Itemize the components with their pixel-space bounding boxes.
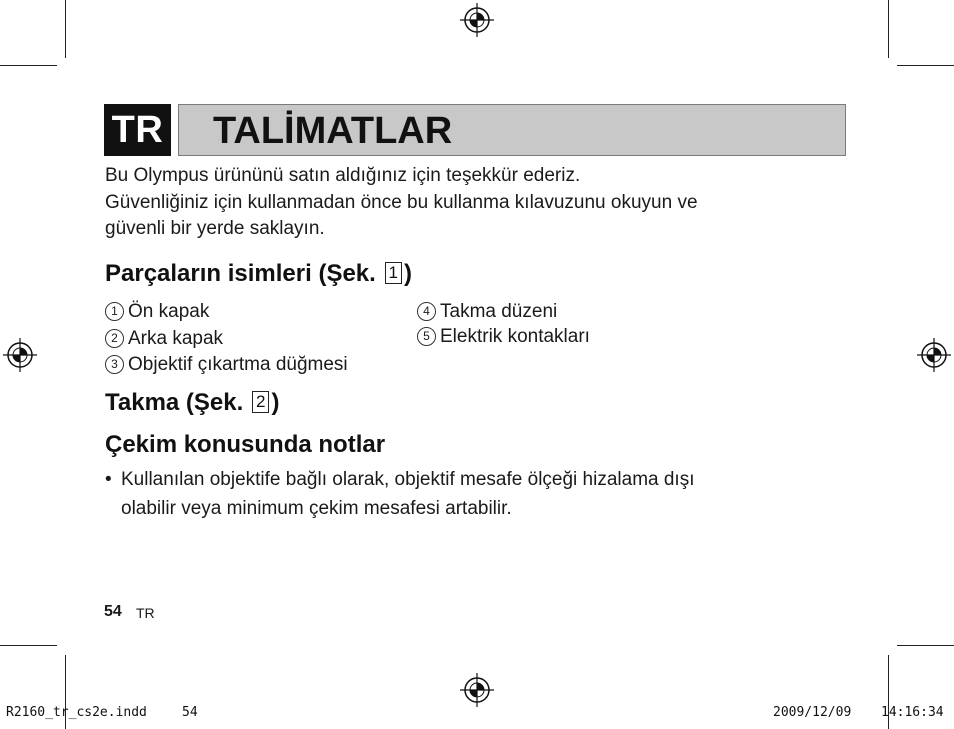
part-label: Arka kapak [128,328,224,349]
slug-filename: R2160_tr_cs2e.indd [6,705,147,720]
crop-mark-bottom-right-horizontal [897,645,954,646]
part-item [417,299,557,325]
part-item [105,352,348,378]
crop-mark-top-left-vertical [65,0,66,58]
crop-mark-bottom-left-horizontal [0,645,57,646]
slug-time: 14:16:34 [881,705,944,720]
note-line-2: olabilir veya minimum çekim mesafesi artabilir. [121,498,512,519]
part-item [105,326,223,352]
registration-mark-icon [460,673,494,707]
title-bar [178,104,846,156]
part-item [105,299,209,325]
part-label: Objektif çıkartma düğmesi [128,354,348,375]
intro-line-1: Bu Olympus ürününü satın aldığınız için teşekkür ederiz. [105,165,581,186]
parts-heading-close: ) [403,260,412,287]
mount-heading-close: ) [271,389,280,416]
page-number: 54 [104,603,122,620]
language-badge: TR [104,104,171,156]
item-number-badge: 4 [417,302,436,321]
item-number-badge: 5 [417,327,436,346]
item-number-badge: 3 [105,355,124,374]
mount-heading [105,388,279,418]
notes-heading: Çekim konusunda notlar [105,431,386,458]
bullet-icon: • [105,469,112,490]
crop-mark-top-right-vertical [888,0,889,58]
part-item [417,324,590,350]
slug-page: 54 [182,705,198,720]
parts-heading [105,259,412,289]
registration-mark-icon [3,338,37,372]
figure-number-box: 2 [252,391,269,413]
part-label: Takma düzeni [440,301,558,322]
page-title: TALİMATLAR [213,110,453,152]
note-bullet-item [105,465,825,525]
item-number-badge: 1 [105,302,124,321]
crop-mark-top-right-horizontal [897,65,954,66]
registration-mark-icon [917,338,951,372]
registration-mark-icon [460,3,494,37]
note-line-1: Kullanılan objektife bağlı olarak, objektif mesafe ölçeği hizalama dışı [121,469,695,490]
part-label: Ön kapak [128,301,210,322]
figure-number-box: 1 [385,262,402,284]
intro-line-3: güvenli bir yerde saklayın. [105,218,325,239]
parts-heading-text: Parçaların isimleri (Şek. [105,260,376,287]
mount-heading-text: Takma (Şek. [105,389,244,416]
intro-line-2: Güvenliğiniz için kullanmadan önce bu kullanma kılavuzunu okuyun ve [105,192,698,213]
page-language: TR [136,605,155,621]
crop-mark-top-left-horizontal [0,65,57,66]
slug-date: 2009/12/09 [773,705,852,720]
part-label: Elektrik kontakları [440,326,590,347]
item-number-badge: 2 [105,329,124,348]
